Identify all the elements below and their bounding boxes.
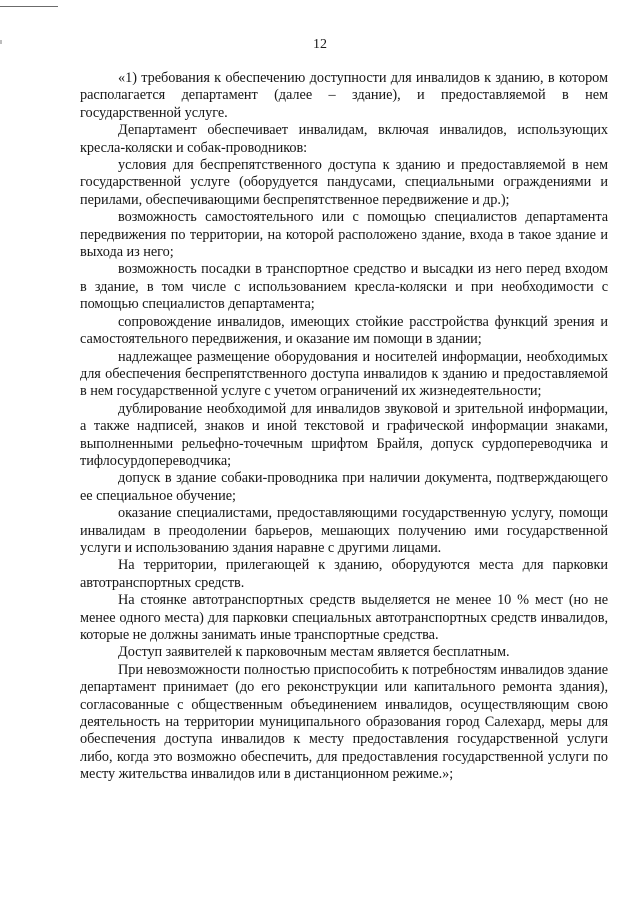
paragraph-staff-assistance: оказание специалистами, предоставляющими государственную услугу, помощи инвалидам в преодолении барьеров, мешающих получению ими государственной услуги и использованию здания наравне с другими лицами.	[80, 505, 608, 556]
paragraph-parking-quota: На стоянке автотранспортных средств выделяется не менее 10 % мест (но не менее одного места) для парковки специальных автотранспортных средств инвалидов, которые не должны занимать иные транспортные средства.	[80, 592, 608, 643]
paragraph-alternative-measures: При невозможности полностью приспособить к потребностям инвалидов здание департамент принимает (до его реконструкции или капитального ремонта здания), согласованные с общественным объединением инвалидов, осуществляющим свою деятельность на территории муниципального образования город Салехард, меры для обеспечения доступа инвалидов к месту предоставления государственной услуги либо, когда это возможно обеспечить, для предоставления государственной услуги по месту жительства инвалидов или в дистанционном режиме.»;	[80, 661, 608, 783]
paragraph-independent-movement: возможность самостоятельного или с помощью специалистов департамента передвижения по территории, на которой расположено здание, входа в такое здание и выхода из него;	[80, 209, 608, 261]
paragraph-guide-dog: допуск в здание собаки-проводника при наличии документа, подтверждающего ее специальное обучение;	[80, 470, 608, 504]
paragraph-equipment-placement: надлежащее размещение оборудования и носителей информации, необходимых для обеспечения беспрепятственного доступа инвалидов к зданию и предоставляемой в нем государственной услуге с учетом ограничений их жизнедеятельности;	[80, 348, 608, 400]
paragraph-accessibility-requirements: «1) требования к обеспечению доступности для инвалидов к зданию, в котором располагается департамент (далее – здание), и предоставляемой в нем государственной услуге.	[80, 70, 608, 121]
document-body	[80, 70, 608, 784]
paragraph-vehicle-boarding: возможность посадки в транспортное средство и высадки из него перед входом в здание, в том числе с использованием кресла-коляски и при необходимости с помощью специалистов департамента;	[80, 261, 608, 313]
paragraph-access-conditions: условия для беспрепятственного доступа к зданию и предоставляемой в нем государственной услуге (оборудуется пандусами, специальными ограждениями и перилами, обеспечивающими беспрепятственное передвижение и др.);	[80, 157, 608, 208]
paragraph-escort: сопровождение инвалидов, имеющих стойкие расстройства функций зрения и самостоятельного передвижения, и оказание им помощи в здании;	[80, 313, 608, 348]
corner-rule	[0, 6, 58, 7]
paragraph-department-provides: Департамент обеспечивает инвалидам, включая инвалидов, использующих кресла-коляски и собак-проводников:	[80, 122, 608, 156]
paragraph-free-parking: Доступ заявителей к парковочным местам является бесплатным.	[118, 644, 510, 661]
paragraph-information-duplication: дублирование необходимой для инвалидов звуковой и зрительной информации, а также надписей, знаков и иной текстовой и графической информации знаками, выполненными рельефно-точечным шрифтом Брайля, допуск сурдопереводчика и тифлосурдопереводчика;	[80, 400, 608, 469]
paragraph-parking-area: На территории, прилегающей к зданию, оборудуются места для парковки автотранспортных средств.	[80, 557, 608, 591]
page-number: 12	[313, 37, 327, 52]
